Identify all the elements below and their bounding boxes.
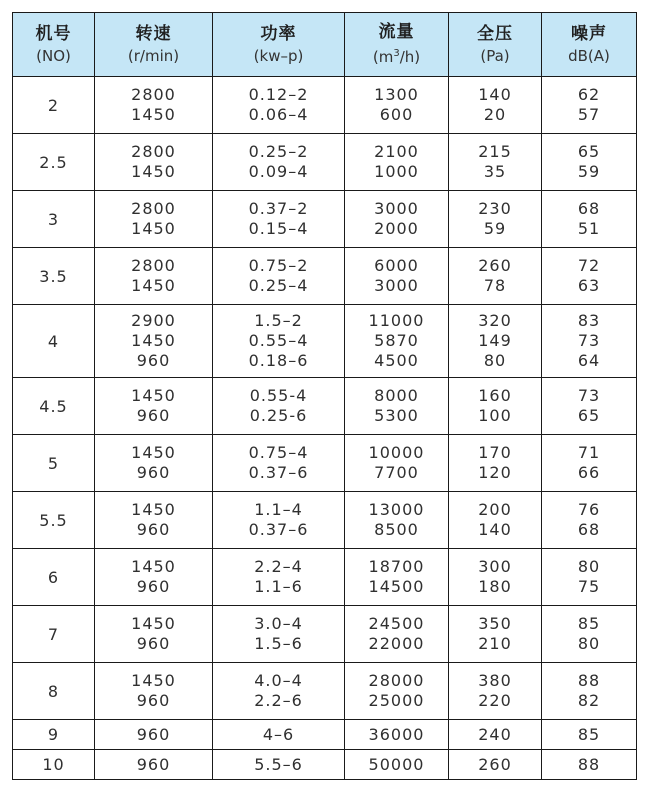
cell-speed-value: 960 (136, 463, 171, 482)
cell-pressure-value: 80 (483, 351, 507, 370)
cell-speed-value: 1450 (131, 276, 176, 295)
table-row (13, 606, 637, 663)
table-row (13, 435, 637, 492)
cell-power-value: 0.12–2 (248, 85, 309, 104)
cell-flow (345, 606, 449, 663)
cell-power (213, 549, 345, 606)
cell-noise-value: 63 (577, 276, 601, 295)
cell-noise (542, 191, 637, 248)
cell-flow (345, 248, 449, 305)
table-header (13, 13, 637, 77)
cell-power-value: 0.37–6 (248, 520, 309, 539)
cell-flow-value: 11000 (368, 311, 425, 330)
header-noise (542, 13, 637, 77)
cell-pressure-value: 320 (478, 311, 512, 330)
cell-flow-value: 14500 (368, 577, 425, 596)
cell-pressure-value: 300 (478, 557, 512, 576)
cell-noise (542, 750, 637, 780)
cell-flow-value: 50000 (368, 754, 425, 774)
cell-pressure-value: 78 (483, 276, 507, 295)
cell-pressure-value: 350 (478, 614, 512, 633)
cell-pressure (449, 378, 542, 435)
cell-speed (95, 720, 213, 750)
cell-flow (345, 549, 449, 606)
cell-speed (95, 191, 213, 248)
cell-noise-value: 62 (577, 85, 601, 104)
cell-speed-value: 1450 (131, 105, 176, 124)
cell-power-value: 3.0–4 (254, 614, 303, 633)
header-pressure-unit: (Pa) (480, 46, 510, 65)
header-no (13, 13, 95, 77)
cell-pressure (449, 77, 542, 134)
cell-pressure (449, 750, 542, 780)
cell-pressure (449, 248, 542, 305)
cell-power-value: 0.37–6 (248, 463, 309, 482)
cell-speed-value: 1450 (131, 614, 176, 633)
cell-pressure-value: 100 (478, 406, 512, 425)
cell-speed-value: 960 (136, 406, 171, 425)
cell-flow-value: 5870 (374, 331, 419, 350)
cell-pressure-value: 35 (483, 162, 507, 181)
cell-noise-value: 64 (577, 351, 601, 370)
table-row (13, 663, 637, 720)
cell-pressure-value: 180 (478, 577, 512, 596)
header-speed (95, 13, 213, 77)
cell-noise-value: 75 (577, 577, 601, 596)
cell-speed-value: 1450 (131, 386, 176, 405)
cell-noise (542, 134, 637, 191)
cell-pressure-value: 380 (478, 671, 512, 690)
cell-pressure-value: 200 (478, 500, 512, 519)
cell-speed-value: 1450 (131, 557, 176, 576)
cell-power (213, 720, 345, 750)
cell-no: 3 (13, 191, 95, 248)
cell-noise-value: 76 (577, 500, 601, 519)
cell-noise-value: 65 (577, 142, 601, 161)
cell-power (213, 77, 345, 134)
cell-pressure (449, 191, 542, 248)
cell-pressure-value: 220 (478, 691, 512, 710)
cell-pressure (449, 435, 542, 492)
cell-pressure-value: 59 (483, 219, 507, 238)
cell-speed-value: 960 (136, 520, 171, 539)
cell-power (213, 248, 345, 305)
cell-noise (542, 663, 637, 720)
cell-noise-value: 88 (577, 754, 601, 774)
cell-flow-value: 600 (379, 105, 414, 124)
cell-pressure-value: 170 (478, 443, 512, 462)
cell-speed (95, 750, 213, 780)
header-noise-unit: dB(A) (568, 46, 610, 65)
header-pressure (449, 13, 542, 77)
header-no-unit: (NO) (36, 46, 71, 65)
cell-flow-value: 3000 (374, 276, 419, 295)
table-row (13, 720, 637, 750)
cell-noise-value: 59 (577, 162, 601, 181)
cell-speed (95, 663, 213, 720)
cell-noise (542, 492, 637, 549)
cell-speed-value: 960 (136, 724, 171, 744)
cell-power-value: 0.75–2 (248, 256, 309, 275)
cell-pressure-value: 140 (478, 520, 512, 539)
cell-power (213, 435, 345, 492)
header-noise-label: 噪声 (571, 23, 607, 44)
cell-flow (345, 750, 449, 780)
cell-pressure (449, 663, 542, 720)
cell-no: 2.5 (13, 134, 95, 191)
cell-flow-value: 13000 (368, 500, 425, 519)
cell-power-value: 0.55-4 (249, 386, 308, 405)
cell-noise (542, 435, 637, 492)
cell-flow-value: 25000 (368, 691, 425, 710)
cell-no: 3.5 (13, 248, 95, 305)
table-row (13, 248, 637, 305)
cell-power-value: 2.2–4 (254, 557, 303, 576)
cell-pressure (449, 606, 542, 663)
cell-power-value: 1.1–6 (254, 577, 303, 596)
cell-pressure-value: 230 (478, 199, 512, 218)
cell-flow-value: 5300 (374, 406, 419, 425)
cell-flow-value: 22000 (368, 634, 425, 653)
cell-flow-value: 3000 (374, 199, 419, 218)
header-power-unit: (kw–p) (253, 46, 304, 65)
table-row (13, 305, 637, 378)
cell-noise (542, 77, 637, 134)
cell-flow-value: 10000 (368, 443, 425, 462)
cell-noise-value: 80 (577, 634, 601, 653)
cell-speed-value: 1450 (131, 443, 176, 462)
cell-power-value: 0.25–2 (248, 142, 309, 161)
cell-speed (95, 435, 213, 492)
cell-noise-value: 65 (577, 406, 601, 425)
cell-noise-value: 51 (577, 219, 601, 238)
cell-noise-value: 85 (577, 614, 601, 633)
fan-spec-table (12, 12, 637, 780)
cell-flow-value: 4500 (374, 351, 419, 370)
header-row (13, 13, 637, 77)
cell-flow-value: 18700 (368, 557, 425, 576)
cell-pressure-value: 210 (478, 634, 512, 653)
cell-noise-value: 71 (577, 443, 601, 462)
table-row (13, 191, 637, 248)
cell-speed (95, 248, 213, 305)
cell-speed-value: 960 (136, 634, 171, 653)
header-flow-unit-sup: 3 (393, 48, 400, 59)
cell-pressure-value: 140 (478, 85, 512, 104)
cell-speed (95, 549, 213, 606)
cell-power-value: 4.0–4 (254, 671, 303, 690)
cell-flow-value: 36000 (368, 724, 425, 744)
header-no-label: 机号 (35, 23, 72, 44)
cell-pressure-value: 215 (478, 142, 512, 161)
header-power-label: 功率 (260, 23, 297, 44)
cell-flow (345, 191, 449, 248)
cell-pressure-value: 20 (483, 105, 507, 124)
cell-power-value: 0.15–4 (248, 219, 309, 238)
cell-noise (542, 606, 637, 663)
cell-speed (95, 606, 213, 663)
cell-flow-value: 8500 (374, 520, 419, 539)
cell-speed (95, 77, 213, 134)
cell-power (213, 663, 345, 720)
cell-no: 2 (13, 77, 95, 134)
table-row (13, 750, 637, 780)
cell-power-value: 1.1–4 (254, 500, 303, 519)
spec-table-container (12, 12, 636, 780)
cell-power (213, 378, 345, 435)
cell-no: 5 (13, 435, 95, 492)
cell-power (213, 750, 345, 780)
cell-pressure-value: 260 (478, 256, 512, 275)
cell-noise-value: 68 (577, 199, 601, 218)
cell-no: 4 (13, 305, 95, 378)
header-flow-unit-pre: (m (372, 48, 394, 66)
cell-noise (542, 549, 637, 606)
table-row (13, 77, 637, 134)
cell-flow-value: 1300 (374, 85, 419, 104)
cell-noise-value: 83 (577, 311, 601, 330)
cell-speed-value: 2900 (131, 311, 176, 330)
cell-noise (542, 720, 637, 750)
cell-noise-value: 88 (577, 671, 601, 690)
cell-flow-value: 2100 (374, 142, 419, 161)
cell-power (213, 305, 345, 378)
cell-pressure-value: 120 (478, 463, 512, 482)
cell-flow (345, 720, 449, 750)
cell-power-value: 0.55–4 (248, 331, 309, 350)
header-speed-label: 转速 (135, 23, 172, 44)
cell-speed-value: 2800 (131, 256, 176, 275)
cell-power-value: 5.5–6 (254, 754, 303, 774)
cell-flow-value: 24500 (368, 614, 425, 633)
cell-flow (345, 435, 449, 492)
cell-flow-value: 6000 (374, 256, 419, 275)
cell-speed-value: 1450 (131, 219, 176, 238)
table-body (13, 77, 637, 780)
cell-speed (95, 378, 213, 435)
cell-no: 8 (13, 663, 95, 720)
header-pressure-label: 全压 (477, 23, 513, 44)
header-flow-unit (345, 43, 448, 68)
cell-speed-value: 1450 (131, 500, 176, 519)
cell-no: 7 (13, 606, 95, 663)
cell-speed-value: 1450 (131, 162, 176, 181)
cell-noise-value: 73 (577, 386, 601, 405)
cell-flow (345, 663, 449, 720)
cell-pressure (449, 549, 542, 606)
cell-flow-value: 2000 (374, 219, 419, 238)
cell-no: 4.5 (13, 378, 95, 435)
cell-power-value: 1.5–6 (254, 634, 303, 653)
cell-power-value: 0.37–2 (248, 199, 309, 218)
cell-flow (345, 134, 449, 191)
cell-pressure (449, 134, 542, 191)
cell-power-value: 0.25-6 (249, 406, 308, 425)
cell-noise-value: 66 (577, 463, 601, 482)
cell-power-value: 0.18–6 (248, 351, 309, 370)
cell-speed-value: 1450 (131, 331, 176, 350)
cell-speed-value: 960 (136, 691, 171, 710)
cell-power-value: 0.25–4 (248, 276, 309, 295)
cell-flow (345, 305, 449, 378)
header-flow (345, 13, 449, 77)
cell-power (213, 134, 345, 191)
cell-no: 9 (13, 720, 95, 750)
cell-power (213, 191, 345, 248)
cell-no: 5.5 (13, 492, 95, 549)
cell-noise (542, 305, 637, 378)
cell-power-value: 1.5–2 (254, 311, 303, 330)
cell-flow-value: 1000 (374, 162, 419, 181)
cell-power-value: 0.06–4 (248, 105, 309, 124)
cell-speed-value: 960 (136, 351, 171, 370)
cell-pressure (449, 492, 542, 549)
cell-power-value: 0.75–4 (248, 443, 309, 462)
cell-power (213, 492, 345, 549)
header-flow-label: 流量 (378, 22, 415, 42)
cell-noise-value: 85 (577, 724, 601, 744)
table-row (13, 134, 637, 191)
cell-pressure-value: 149 (478, 331, 512, 350)
cell-flow-value: 7700 (374, 463, 419, 482)
cell-speed (95, 134, 213, 191)
cell-power (213, 606, 345, 663)
cell-speed-value: 2800 (131, 85, 176, 104)
cell-speed-value: 1450 (131, 671, 176, 690)
cell-noise (542, 378, 637, 435)
cell-noise-value: 73 (577, 331, 601, 350)
cell-pressure (449, 305, 542, 378)
cell-speed-value: 960 (136, 577, 171, 596)
table-row (13, 378, 637, 435)
cell-pressure (449, 720, 542, 750)
cell-speed-value: 2800 (131, 142, 176, 161)
table-row (13, 549, 637, 606)
cell-no: 10 (13, 750, 95, 780)
cell-noise-value: 57 (577, 105, 601, 124)
cell-flow (345, 492, 449, 549)
cell-noise-value: 82 (577, 691, 601, 710)
cell-noise-value: 72 (577, 256, 601, 275)
cell-flow (345, 77, 449, 134)
cell-flow (345, 378, 449, 435)
cell-pressure-value: 160 (478, 386, 512, 405)
cell-speed-value: 2800 (131, 199, 176, 218)
cell-flow-value: 28000 (368, 671, 425, 690)
cell-noise-value: 80 (577, 557, 601, 576)
cell-power-value: 0.09–4 (248, 162, 309, 181)
cell-speed (95, 492, 213, 549)
cell-noise (542, 248, 637, 305)
header-power (213, 13, 345, 77)
cell-speed-value: 960 (136, 754, 171, 774)
header-flow-unit-post: /h) (399, 48, 421, 66)
cell-pressure-value: 260 (478, 754, 512, 774)
cell-noise-value: 68 (577, 520, 601, 539)
cell-speed (95, 305, 213, 378)
table-row (13, 492, 637, 549)
header-speed-unit: (r/min) (127, 46, 180, 65)
cell-no: 6 (13, 549, 95, 606)
cell-power-value: 2.2–6 (254, 691, 303, 710)
cell-power-value: 4–6 (262, 724, 295, 744)
cell-flow-value: 8000 (374, 386, 419, 405)
cell-pressure-value: 240 (478, 724, 512, 744)
